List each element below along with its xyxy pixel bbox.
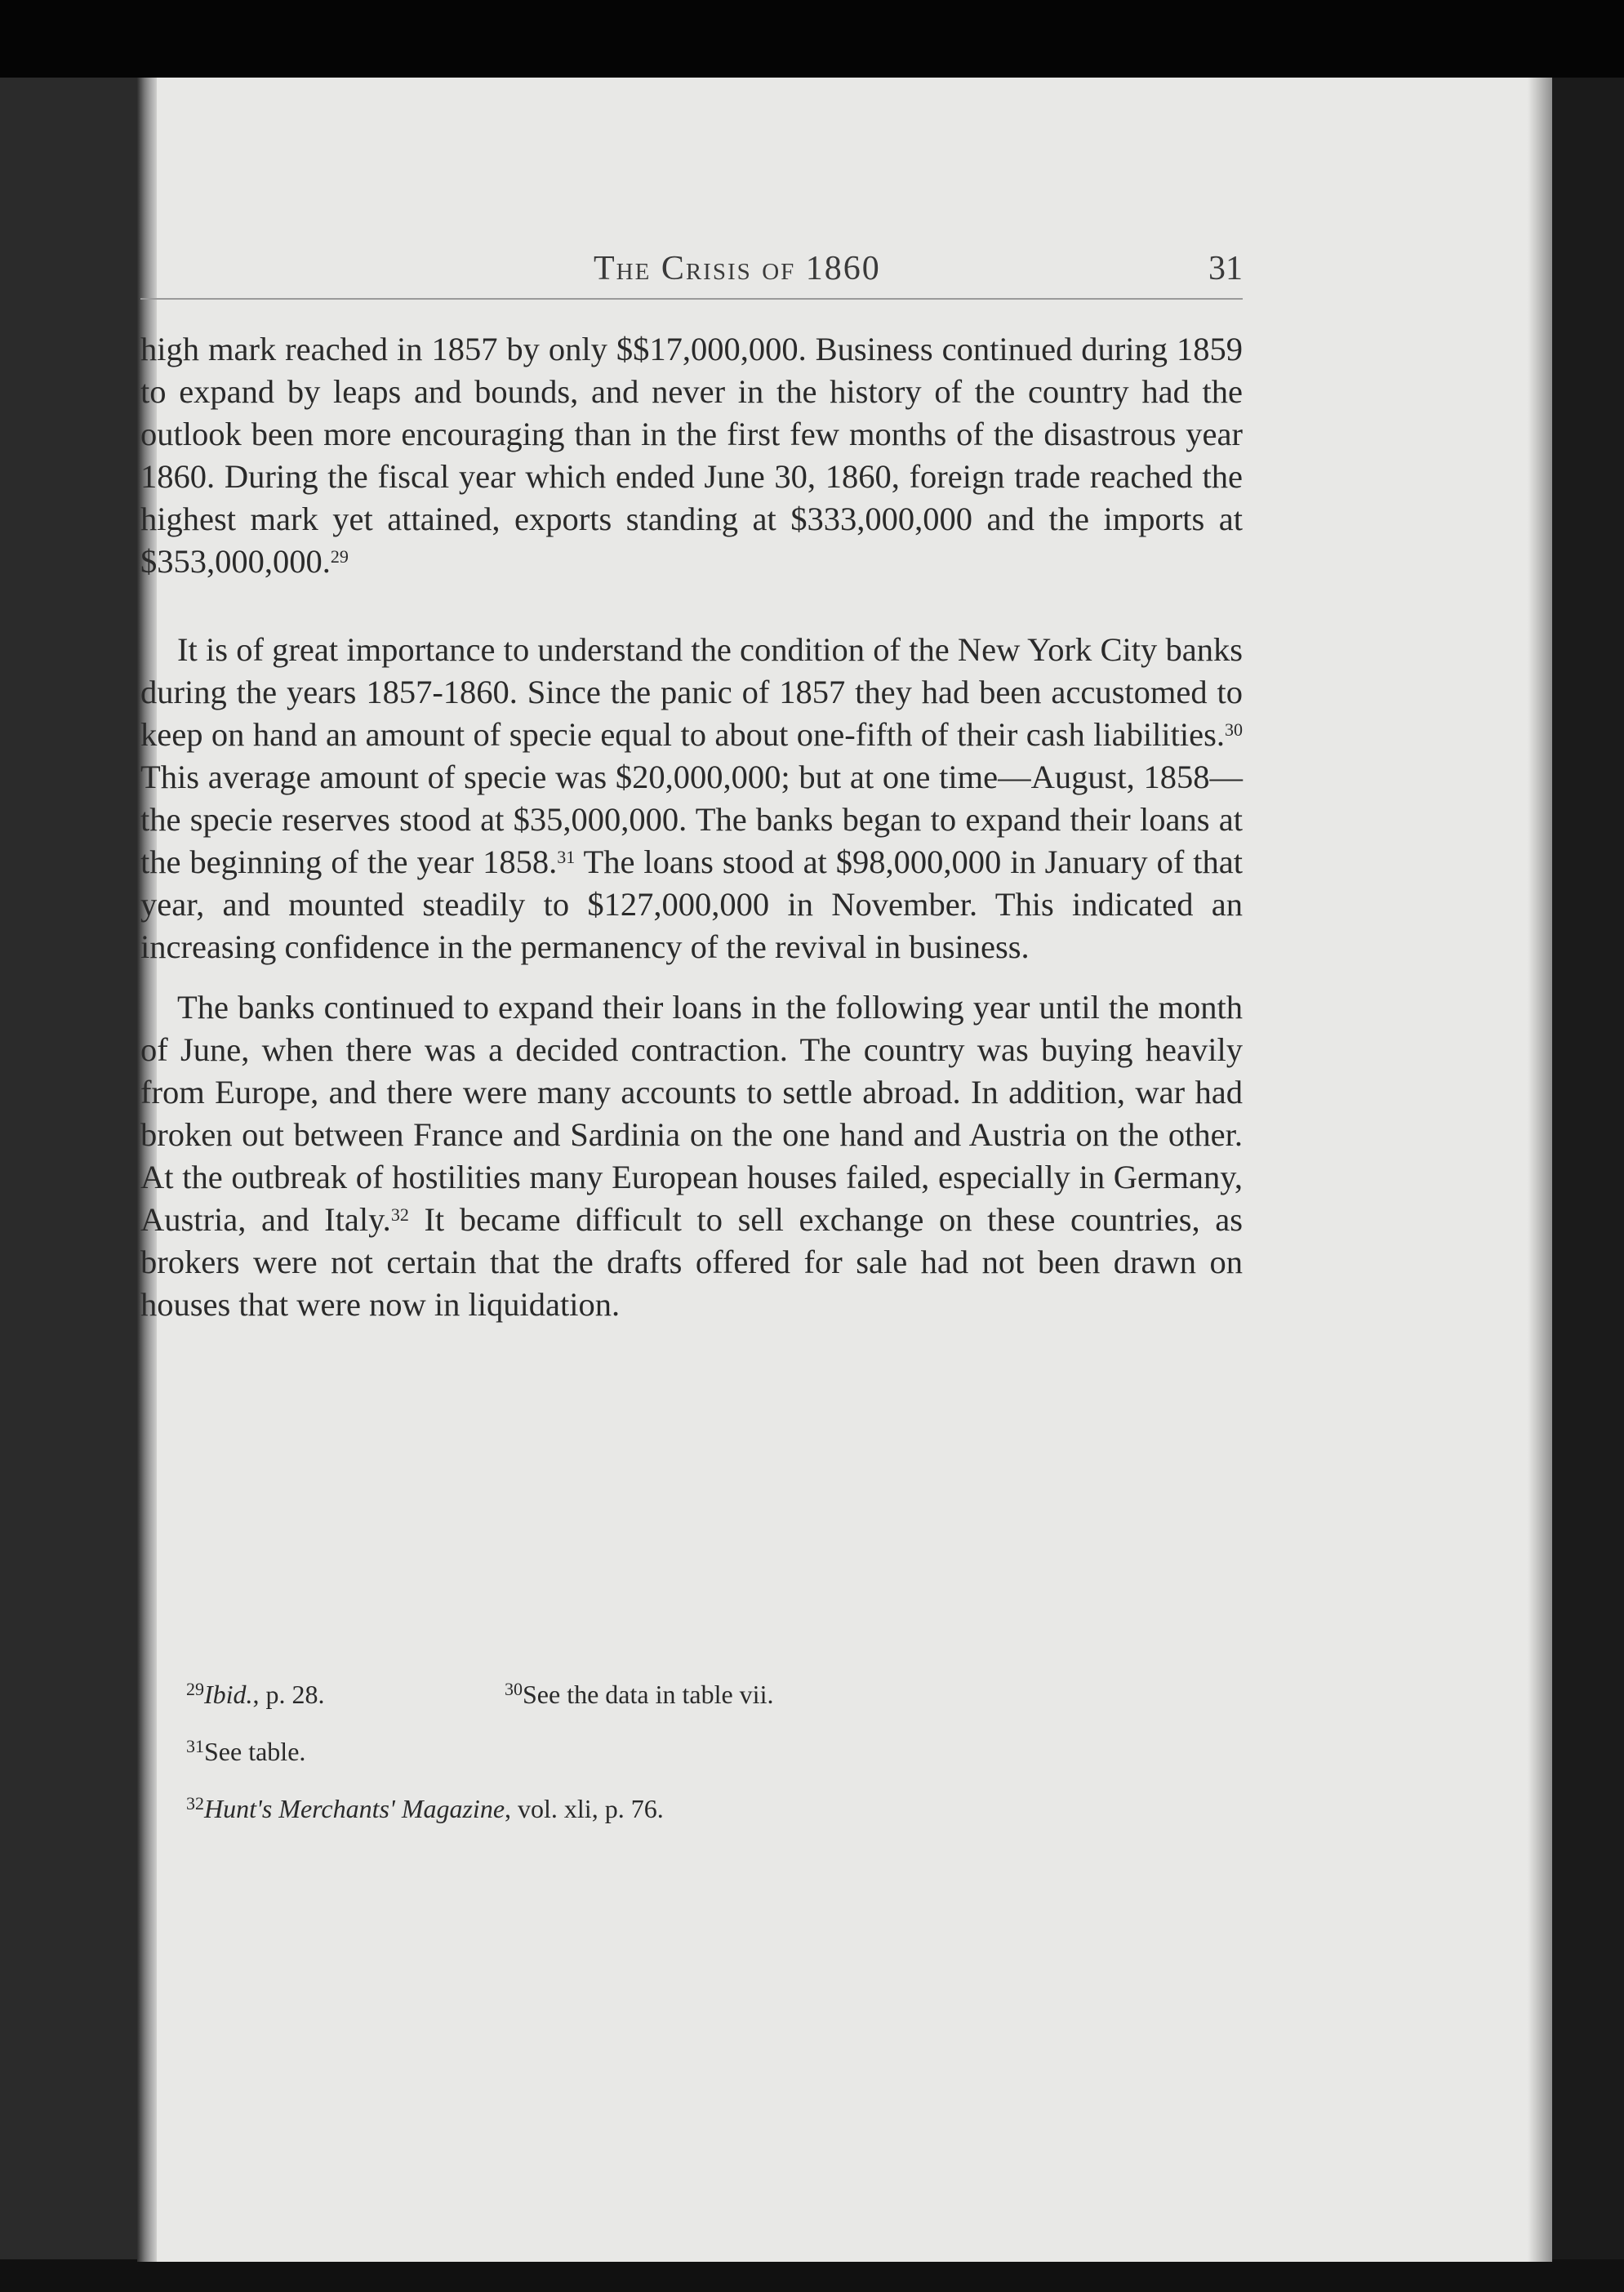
body-text (140, 328, 1243, 1326)
running-title: The Crisis of 1860 (594, 250, 881, 287)
footnote-31-text: See table. (204, 1737, 306, 1766)
paragraph-2-text-c: The loans stood at $98,000,000 in January of that year, and mounted steadily to $127,000,000 in November. This indicated an increasing confidence in the permanency of the revival in business. (140, 843, 1243, 965)
footnote-30 (505, 1666, 773, 1723)
scan-left-border (0, 78, 139, 2292)
running-header (140, 249, 1243, 300)
paragraph-1-text: high mark reached in 1857 by only $$17,000,000. Business continued during 1859 to expand by leaps and bounds, and never in the history of the country had the outlook been more encouraging than in the first few months of the disastrous year 1860. During the fiscal year which ended June 30, 1860, foreign trade reached the highest mark yet attained, exports standing at $333,000,000 and the imports at $353,000,000. (140, 331, 1243, 580)
footnote-29-page: , p. 28. (252, 1680, 325, 1709)
paragraph-3 (140, 986, 1243, 1326)
footnote-32-number: 32 (186, 1793, 204, 1814)
footnote-row-3 (186, 1780, 1166, 1837)
footnote-ref-31: 31 (557, 847, 576, 867)
paragraph-2-text-a: It is of great importance to understand the condition of the New York City banks during the years 1857-1860. Since the panic of 1857 they had been accustomed to keep on hand an amount of specie equal to about one-fifth of their cash liabilities. (140, 631, 1243, 753)
footnotes (186, 1666, 1166, 1837)
footnote-31-number: 31 (186, 1736, 204, 1756)
paragraph-2 (140, 629, 1243, 968)
footnote-row-2 (186, 1723, 1166, 1780)
footnote-31 (186, 1737, 305, 1766)
footnote-29-number: 29 (186, 1679, 204, 1699)
footnote-ref-32: 32 (390, 1204, 409, 1225)
footnote-ref-30: 30 (1225, 719, 1243, 740)
paragraph-3-text-a: The banks continued to expand their loans in the following year until the month of June, when there was a decided contraction. The country was buying heavily from Europe, and there were many accounts to settle abroad. In addition, war had broken out between France and Sardinia on the one hand and Austria on the other. At the outbreak of hostilities many European houses failed, especially in Germany, Austria, and Italy. (140, 989, 1243, 1238)
scan-top-border (0, 0, 1624, 78)
scan-bottom-border (0, 2259, 1624, 2292)
footnote-ref-29: 29 (330, 546, 349, 567)
footnote-30-text: See the data in table vii. (523, 1680, 774, 1709)
footnote-29 (186, 1680, 325, 1709)
footnote-32-rest: , vol. xli, p. 76. (505, 1794, 664, 1823)
footnote-32 (186, 1794, 664, 1823)
footnote-30-number: 30 (505, 1679, 523, 1699)
footnote-row-1 (186, 1666, 1166, 1723)
paragraph-3-text-b: It became difficult to sell exchange on these countries, as brokers were not certain that the drafts offered for sale had not been drawn on houses that were now in liquidation. (140, 1201, 1243, 1323)
page-edge-shadow (1528, 78, 1552, 2262)
page-number: 31 (1208, 250, 1243, 287)
paragraph-1 (140, 328, 1243, 583)
footnote-32-source: Hunt's Merchants' Magazine (204, 1794, 505, 1823)
footnote-29-source: Ibid. (204, 1680, 253, 1709)
paragraph-2-text-b: This average amount of specie was $20,000,000; but at one time—August, 1858—the specie reserves stood at $35,000,000. The banks began to expand their loans at the beginning of the year 1858. (140, 759, 1243, 880)
